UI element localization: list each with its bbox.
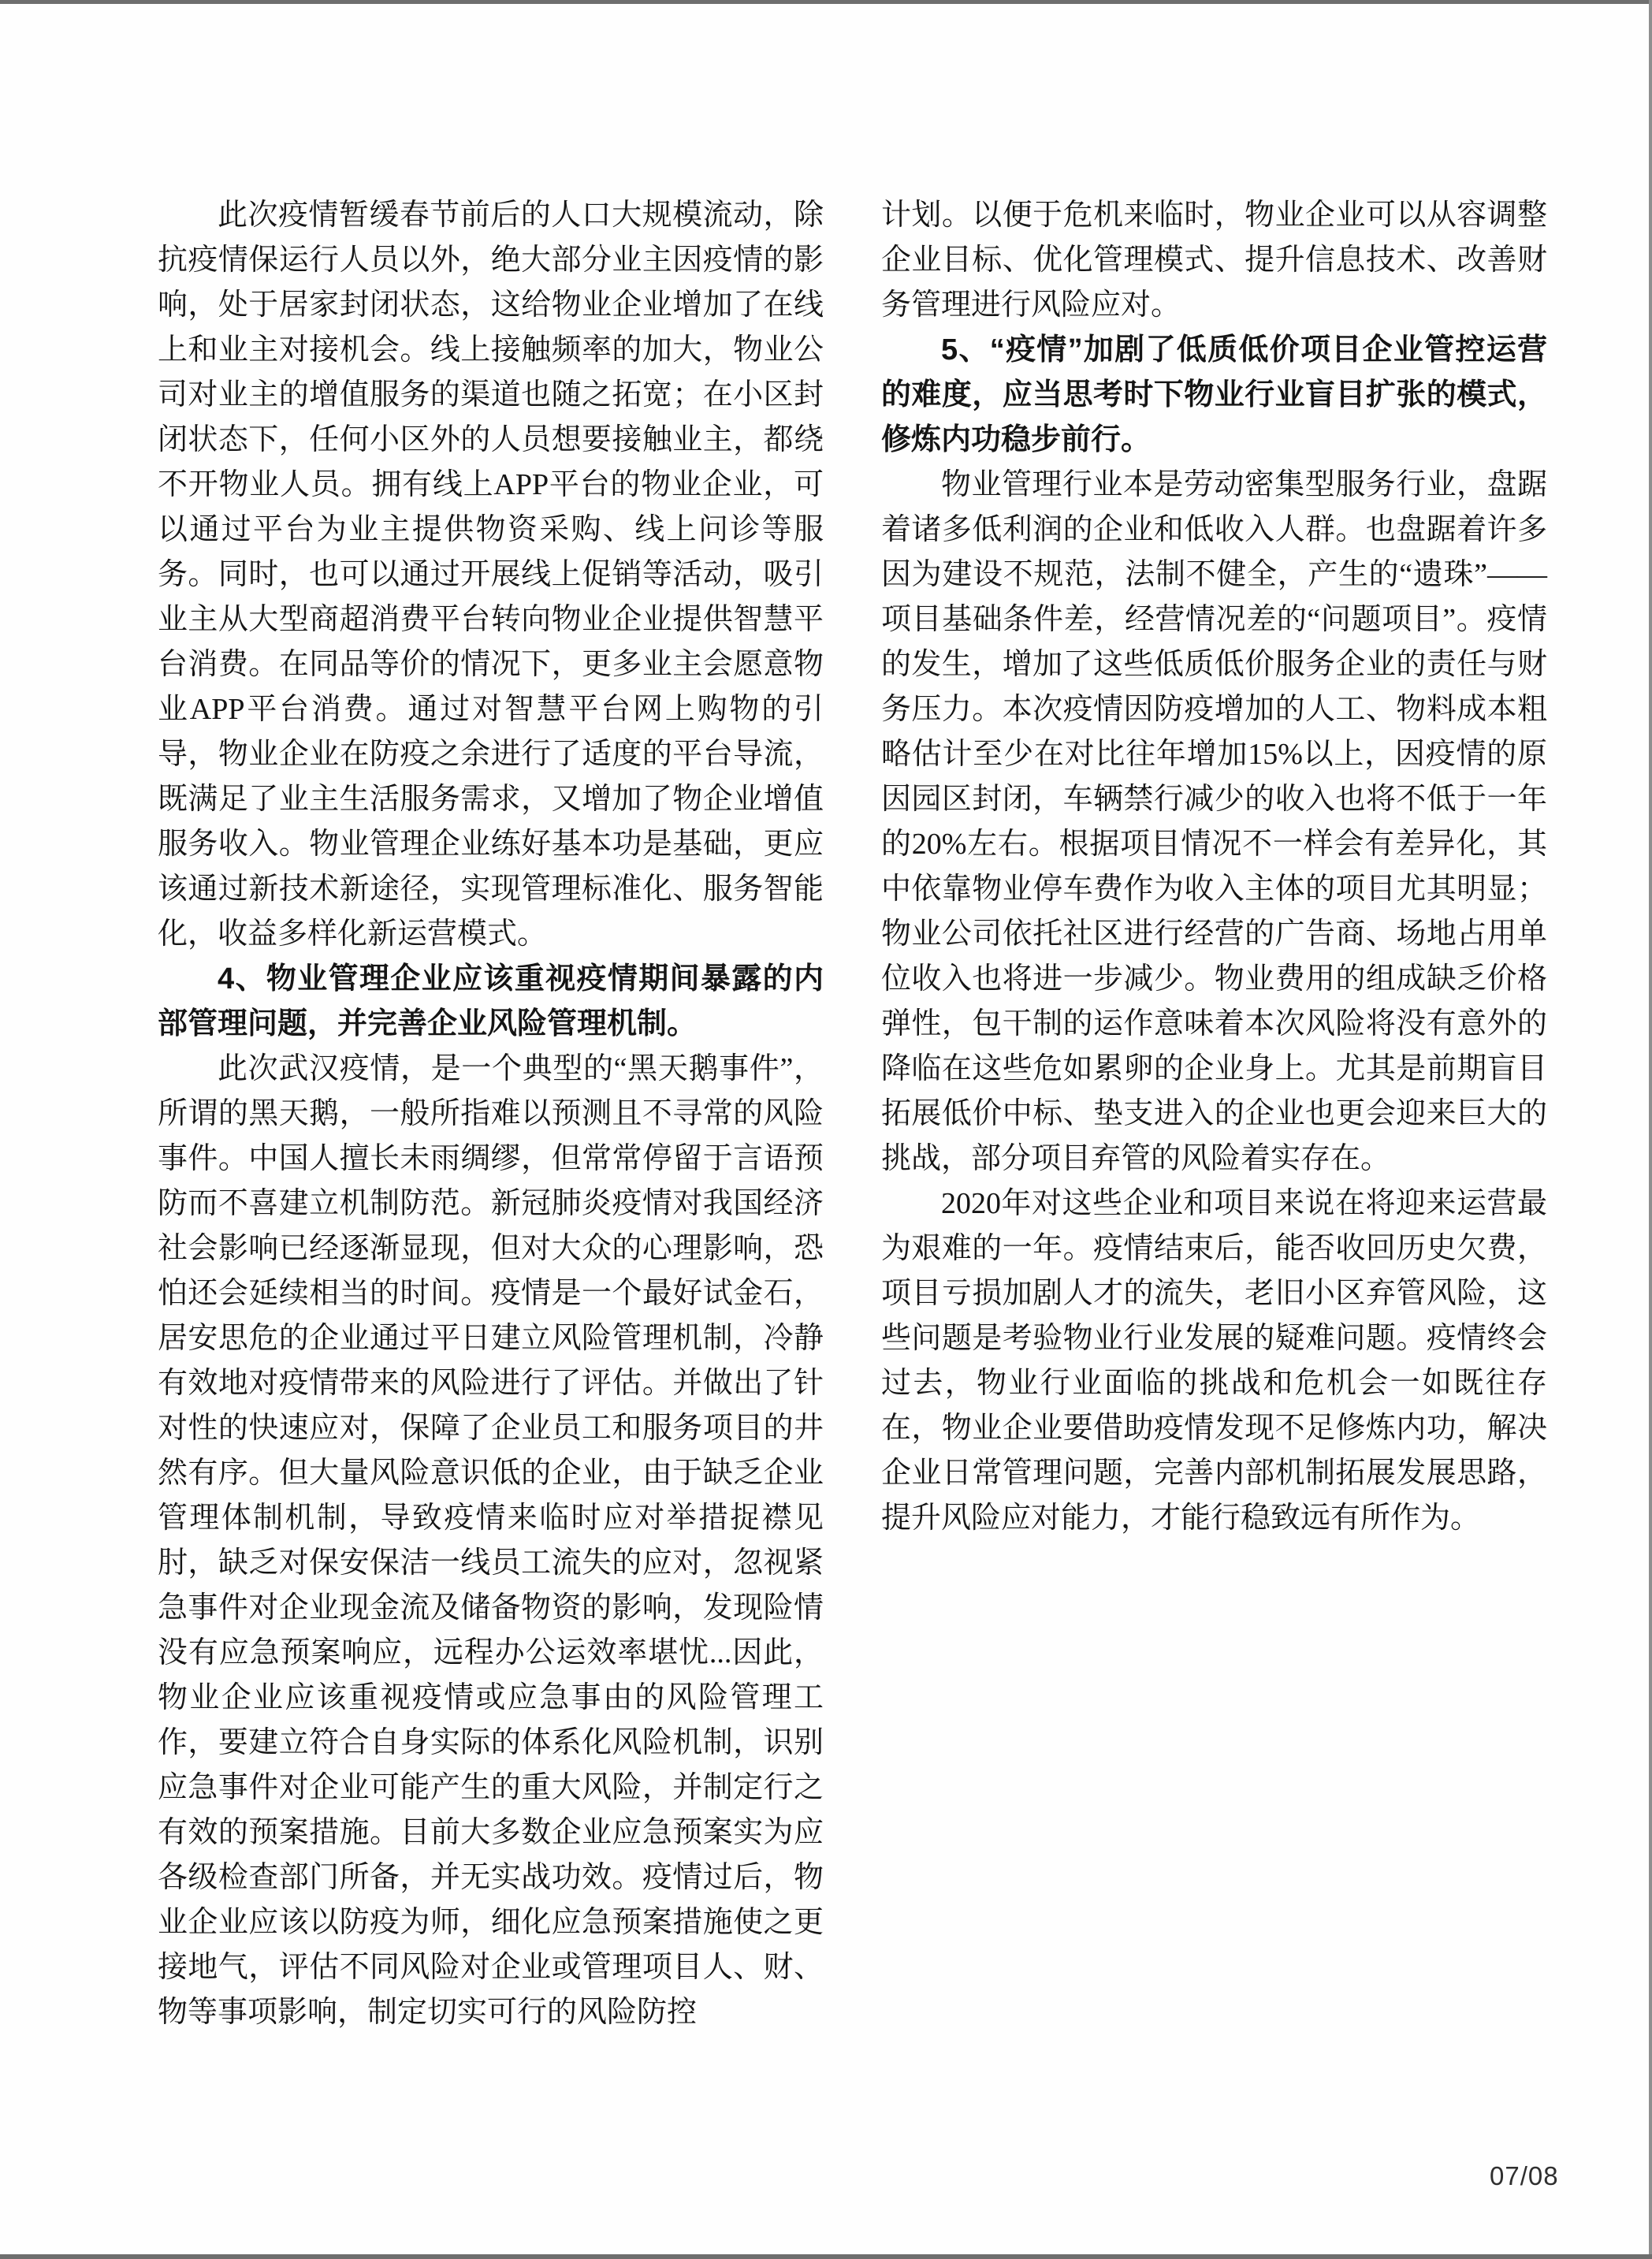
section-heading-4: 4、物业管理企业应该重视疫情期间暴露的内部管理问题，并完善企业风险管理机制。: [158, 962, 824, 1040]
paragraph-online-opportunities: 此次疫情暂缓春节前后的人口大规模流动，除抗疫情保运行人员以外，绝大部分业主因疫情的影响，处于居家封闭状态，这给物业企业增加了在线上和业主对接机会。线上接触频率的加大，物业公司对业主的增值服务的渠道也随之拓宽；在小区封闭状态下，任何小区外的人员想要接触业主，都绕不开物业人员。拥有线上APP平台的物业企业，可以通过平台为业主提供物资采购、线上问诊等服务。同时，也可以通过开展线上促销等活动，吸引业主从大型商超消费平台转向物业企业提供智慧平台消费。在同品等价的情况下，更多业主会愿意物业APP平台消费。通过对智慧平台网上购物的引导，物业企业在防疫之余进行了适度的平台导流，既满足了业主生活服务需求，又增加了物企业增值服务收入。物业管理企业练好基本功是基础，更应该通过新技术新途径，实现管理标准化、服务智能化，收益多样化新运营模式。: [158, 199, 824, 951]
left-text-column: [158, 193, 824, 2035]
page-top-edge: [0, 0, 1652, 4]
right-text-column: [881, 193, 1547, 1541]
paragraph-black-swan-risk: 此次武汉疫情，是一个典型的“黑天鹅事件”，所谓的黑天鹅，一般所指难以预测且不寻常的风险事件。中国人擅长未雨绸缪，但常常停留于言语预防而不喜建立机制防范。新冠肺炎疫情对我国经济社会影响已经逐渐显现，但对大众的心理影响，恐怕还会延续相当的时间。疫情是一个最好试金石，居安思危的企业通过平日建立风险管理机制，冷静有效地对疫情带来的风险进行了评估。并做出了针对性的快速应对，保障了企业员工和服务项目的井然有序。但大量风险意识低的企业，由于缺乏企业管理体制机制，导致疫情来临时应对举措捉襟见肘，缺乏对保安保洁一线员工流失的应对，忽视紧急事件对企业现金流及储备物资的影响，发现险情没有应急预案响应，远程办公运效率堪忧...因此，物业企业应该重视疫情或应急事由的风险管理工作，要建立符合自身实际的体系化风险机制，识别应急事件对企业可能产生的重大风险，并制定行之有效的预案措施。目前大多数企业应急预案实为应各级检查部门所备，并无实战功效。疫情过后，物业企业应该以防疫为师，细化应急预案措施使之更接地气，评估不同风险对企业或管理项目人、财、物等事项影响，制定切实可行的风险防控: [158, 1052, 824, 2029]
section-heading-5: 5、“疫情”加剧了低质低价项目企业管控运营的难度，应当思考时下物业行业盲目扩张的模式，修炼内功稳步前行。: [881, 333, 1547, 456]
paragraph-risk-plan-continuation: 计划。以便于危机来临时，物业企业可以从容调整企业目标、优化管理模式、提升信息技术、改善财务管理进行风险应对。: [881, 199, 1547, 322]
page-right-edge: [1649, 0, 1652, 2259]
page-bottom-edge: [0, 2254, 1652, 2259]
paragraph-low-quality-projects: 物业管理行业本是劳动密集型服务行业，盘踞着诸多低利润的企业和低收入人群。也盘踞着许多因为建设不规范，法制不健全，产生的“遗珠”——项目基础条件差，经营情况差的“问题项目”。疫情的发生，增加了这些低质低价服务企业的责任与财务压力。本次疫情因防疫增加的人工、物料成本粗略估计至少在对比往年增加15%以上，因疫情的原因园区封闭，车辆禁行减少的收入也将不低于一年的20%左右。根据项目情况不一样会有差异化，其中依靠物业停车费作为收入主体的项目尤其明显；物业公司依托社区进行经营的广告商、场地占用单位收入也将进一步减少。物业费用的组成缺乏价格弹性，包干制的运作意味着本次风险将没有意外的降临在这些危如累卵的企业身上。尤其是前期盲目拓展低价中标、垫支进入的企业也更会迎来巨大的挑战，部分项目弃管的风险着实存在。: [881, 468, 1547, 1175]
page-number: 07/08: [1490, 2161, 1559, 2190]
paragraph-2020-outlook: 2020年对这些企业和项目来说在将迎来运营最为艰难的一年。疫情结束后，能否收回历史欠费，项目亏损加剧人才的流失，老旧小区弃管风险，这些问题是考验物业行业发展的疑难问题。疫情终会过去，物业行业面临的挑战和危机会一如既往存在，物业企业要借助疫情发现不足修炼内功，解决企业日常管理问题，完善内部机制拓展发展思路，提升风险应对能力，才能行稳致远有所作为。: [881, 1187, 1547, 1535]
